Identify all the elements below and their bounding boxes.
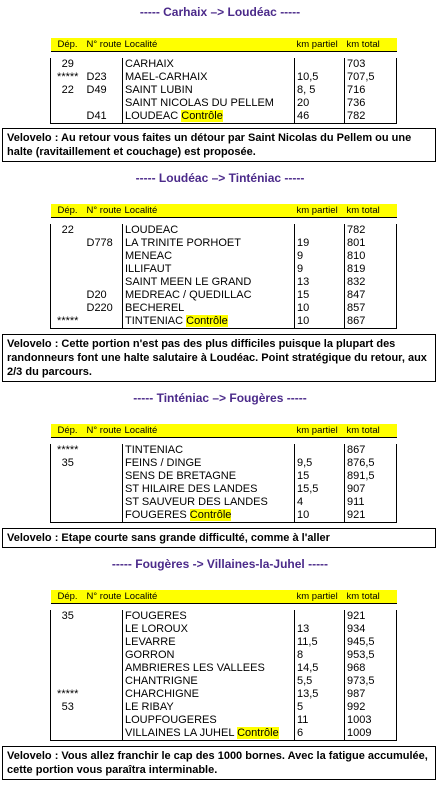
cell-km-partiel: 10: [295, 302, 345, 315]
route-table: [50, 424, 397, 523]
cell-km-total: 703: [345, 58, 397, 71]
cell-localite: [123, 509, 295, 523]
cell-localite: SAINT LUBIN: [123, 84, 295, 97]
table-row: [51, 58, 397, 71]
cell-localite: SENS DE BRETAGNE: [123, 470, 295, 483]
cell-km-partiel: 19: [295, 237, 345, 250]
route-section: [0, 390, 440, 523]
table-row: [51, 84, 397, 97]
cell-km-partiel: 13: [295, 623, 345, 636]
cell-localite: MENEAC: [123, 250, 295, 263]
table-row: [51, 483, 397, 496]
cell-km-partiel: 13,5: [295, 688, 345, 701]
cell-dep: [51, 250, 85, 263]
header-route: N° route: [86, 591, 122, 602]
cell-dep: *****: [51, 444, 85, 457]
localite-name: LOUDEAC: [125, 110, 179, 122]
table-row: [51, 509, 397, 523]
table-row: [51, 662, 397, 675]
cell-dep: 35: [51, 457, 85, 470]
cell-dep: [51, 623, 85, 636]
cell-km-partiel: 13: [295, 276, 345, 289]
cell-km-partiel: [295, 610, 345, 623]
cell-dep: [51, 302, 85, 315]
cell-dep: [51, 675, 85, 688]
cell-route: [85, 714, 123, 727]
cell-localite: GORRON: [123, 649, 295, 662]
cell-localite: CARHAIX: [123, 58, 295, 71]
cell-localite: SAINT MEEN LE GRAND: [123, 276, 295, 289]
cell-km-total: 911: [345, 496, 397, 509]
control-badge: Contrôle: [189, 509, 232, 521]
header-km-total: km total: [345, 424, 397, 438]
cell-dep: [51, 276, 85, 289]
cell-route: [85, 688, 123, 701]
cell-localite: MEDREAC / QUEDILLAC: [123, 289, 295, 302]
table-row: [51, 276, 397, 289]
cell-dep: 22: [51, 84, 85, 97]
header-row: [51, 204, 397, 218]
cell-dep: 29: [51, 58, 85, 71]
cell-km-total: 973,5: [345, 675, 397, 688]
cell-route: [85, 701, 123, 714]
table-row: [51, 714, 397, 727]
cell-km-total: 832: [345, 276, 397, 289]
cell-km-partiel: [295, 224, 345, 237]
cell-dep: 53: [51, 701, 85, 714]
table-row: [51, 302, 397, 315]
cell-dep: [51, 727, 85, 741]
header-dep: Dép.: [51, 38, 85, 52]
table-row: [51, 623, 397, 636]
cell-dep: *****: [51, 688, 85, 701]
cell-km-total: 891,5: [345, 470, 397, 483]
cell-route: [85, 315, 123, 329]
table-row: [51, 250, 397, 263]
cell-km-partiel: 11,5: [295, 636, 345, 649]
cell-localite: MAEL-CARHAIX: [123, 71, 295, 84]
cell-km-total: 810: [345, 250, 397, 263]
title-spacer: [0, 406, 440, 424]
cell-km-total: 953,5: [345, 649, 397, 662]
cell-dep: [51, 509, 85, 523]
cell-localite: LA TRINITE PORHOET: [123, 237, 295, 250]
cell-km-total: 934: [345, 623, 397, 636]
cell-localite: [123, 110, 295, 124]
cell-route: [85, 727, 123, 741]
cell-dep: 35: [51, 610, 85, 623]
cell-km-partiel: 11: [295, 714, 345, 727]
cell-route: [85, 610, 123, 623]
cell-localite: CHANTRIGNE: [123, 675, 295, 688]
table-row: [51, 315, 397, 329]
cell-dep: [51, 263, 85, 276]
cell-localite: LEVARRE: [123, 636, 295, 649]
header-dep: Dép.: [51, 204, 85, 218]
cell-km-total: 782: [345, 224, 397, 237]
cell-km-partiel: 15: [295, 289, 345, 302]
cell-dep: *****: [51, 71, 85, 84]
cell-km-partiel: 20: [295, 97, 345, 110]
route-table: [50, 204, 397, 329]
cell-km-partiel: 46: [295, 110, 345, 124]
header-row: [51, 424, 397, 438]
cell-route: [85, 496, 123, 509]
cell-dep: [51, 662, 85, 675]
cell-localite: SAINT NICOLAS DU PELLEM: [123, 97, 295, 110]
cell-dep: [51, 470, 85, 483]
localite-name: TINTENIAC: [125, 315, 184, 327]
cell-km-total: 801: [345, 237, 397, 250]
table-row: [51, 71, 397, 84]
cell-km-total: 992: [345, 701, 397, 714]
cell-localite: LE RIBAY: [123, 701, 295, 714]
cell-km-total: 876,5: [345, 457, 397, 470]
cell-km-total: 847: [345, 289, 397, 302]
cell-km-partiel: 14,5: [295, 662, 345, 675]
cell-route: [85, 276, 123, 289]
cell-route: D23: [86, 71, 107, 83]
cell-dep: *****: [51, 315, 85, 329]
cell-route: [85, 649, 123, 662]
cell-km-total: 707,5: [345, 71, 397, 84]
header-km-partiel: km partiel: [295, 590, 345, 604]
cell-km-total: 782: [345, 110, 397, 124]
section-title: ----- Carhaix –> Loudéac -----: [139, 5, 301, 19]
velovelo-note: Velovelo : Cette portion n'est pas des plus difficiles puisque la plupart des randonneurs font une halte salutaire à Loudéac. Point stratégique du retour, aux 2/3 du parcours.: [2, 334, 436, 382]
cell-km-partiel: [295, 444, 345, 457]
route-section: [0, 556, 440, 741]
cell-km-total: 921: [345, 610, 397, 623]
cell-localite: TINTENIAC: [123, 444, 295, 457]
table-row: [51, 289, 397, 302]
cell-km-partiel: 15: [295, 470, 345, 483]
header-km-total: km total: [345, 204, 397, 218]
cell-dep: [51, 636, 85, 649]
cell-dep: [51, 483, 85, 496]
section-title: ----- Loudéac –> Tinténiac -----: [135, 171, 305, 185]
table-row: [51, 727, 397, 741]
cell-km-partiel: 5: [295, 701, 345, 714]
velovelo-note: Velovelo : Vous allez franchir le cap des 1000 bornes. Avec la fatigue accumulée, cette portion vous paraîtra interminable.: [2, 746, 436, 780]
header-row: [51, 38, 397, 52]
cell-route: [85, 224, 123, 237]
table-row: [51, 237, 397, 250]
cell-localite: LE LOROUX: [123, 623, 295, 636]
section-title: ----- Fougères -> Villaines-la-Juhel -----: [111, 557, 329, 571]
title-spacer: [0, 572, 440, 590]
table-row: [51, 649, 397, 662]
header-localite: Localité: [123, 590, 295, 604]
cell-localite: CHARCHIGNE: [123, 688, 295, 701]
cell-dep: [51, 110, 85, 124]
cell-km-partiel: 10,5: [295, 71, 345, 84]
cell-km-partiel: 10: [295, 509, 345, 523]
cell-localite: FOUGERES: [123, 610, 295, 623]
table-row: [51, 110, 397, 124]
table-row: [51, 636, 397, 649]
header-dep: Dép.: [51, 590, 85, 604]
control-badge: Contrôle: [237, 727, 279, 739]
cell-km-total: 987: [345, 688, 397, 701]
cell-route: [85, 457, 123, 470]
cell-route: [85, 623, 123, 636]
route-section: [0, 170, 440, 329]
cell-localite: LOUDEAC: [123, 224, 295, 237]
header-km-partiel: km partiel: [295, 424, 345, 438]
route-table: [50, 38, 397, 124]
cell-route: D49: [86, 84, 107, 96]
header-localite: Localité: [123, 38, 295, 52]
table-row: [51, 470, 397, 483]
header-dep: Dép.: [51, 424, 85, 438]
cell-route: D20: [86, 289, 107, 301]
cell-localite: [123, 727, 295, 741]
table-row: [51, 701, 397, 714]
cell-route: [85, 58, 123, 71]
header-km-total: km total: [345, 590, 397, 604]
cell-km-total: 968: [345, 662, 397, 675]
cell-km-total: 1009: [345, 727, 397, 741]
header-km-partiel: km partiel: [295, 204, 345, 218]
cell-km-partiel: 15,5: [295, 483, 345, 496]
table-row: [51, 496, 397, 509]
header-km-total: km total: [345, 38, 397, 52]
velovelo-note: Velovelo : Etape courte sans grande difficulté, comme à l'aller: [2, 528, 436, 548]
cell-dep: [51, 714, 85, 727]
cell-route: [85, 483, 123, 496]
cell-dep: [51, 97, 85, 110]
cell-km-partiel: 9: [295, 250, 345, 263]
cell-dep: 22: [51, 224, 85, 237]
cell-km-total: 716: [345, 84, 397, 97]
cell-km-total: 907: [345, 483, 397, 496]
header-route: N° route: [86, 425, 122, 436]
cell-route: D220: [86, 302, 113, 314]
table-row: [51, 97, 397, 110]
cell-route: [85, 97, 123, 110]
cell-km-total: 819: [345, 263, 397, 276]
cell-km-partiel: 9,5: [295, 457, 345, 470]
title-spacer: [0, 186, 440, 204]
cell-route: [85, 444, 123, 457]
header-localite: Localité: [123, 204, 295, 218]
cell-route: [85, 662, 123, 675]
table-row: [51, 224, 397, 237]
cell-km-total: 736: [345, 97, 397, 110]
velovelo-note: Velovelo : Au retour vous faites un détour par Saint Nicolas du Pellem ou une halte (ravitaillement et couchage) est proposée.: [2, 128, 436, 162]
header-route: N° route: [86, 39, 122, 50]
cell-localite: ST HILAIRE DES LANDES: [123, 483, 295, 496]
route-table: [50, 590, 397, 741]
cell-route: [85, 470, 123, 483]
cell-dep: [51, 289, 85, 302]
cell-dep: [51, 237, 85, 250]
header-localite: Localité: [123, 424, 295, 438]
title-spacer: [0, 20, 440, 38]
cell-route: [85, 675, 123, 688]
cell-km-total: 867: [345, 444, 397, 457]
cell-km-partiel: 9: [295, 263, 345, 276]
route-section: [0, 4, 440, 124]
cell-dep: [51, 649, 85, 662]
cell-localite: LOUPFOUGERES: [123, 714, 295, 727]
section-title: ----- Tinténiac –> Fougères -----: [133, 391, 307, 405]
cell-km-partiel: 10: [295, 315, 345, 329]
cell-km-total: 857: [345, 302, 397, 315]
cell-route: D778: [86, 237, 113, 249]
cell-route: D41: [85, 110, 123, 124]
table-row: [51, 457, 397, 470]
table-row: [51, 610, 397, 623]
cell-km-total: 867: [345, 315, 397, 329]
table-row: [51, 688, 397, 701]
cell-localite: ILLIFAUT: [123, 263, 295, 276]
header-km-partiel: km partiel: [295, 38, 345, 52]
cell-km-partiel: 5,5: [295, 675, 345, 688]
cell-localite: ST SAUVEUR DES LANDES: [123, 496, 295, 509]
cell-localite: AMBRIERES LES VALLEES: [123, 662, 295, 675]
cell-route: [85, 263, 123, 276]
cell-route: [85, 250, 123, 263]
control-badge: Contrôle: [181, 110, 223, 122]
cell-km-partiel: 8, 5: [295, 84, 345, 97]
cell-localite: BECHEREL: [123, 302, 295, 315]
localite-name: FOUGERES: [125, 509, 187, 521]
cell-dep: [51, 496, 85, 509]
table-row: [51, 444, 397, 457]
header-row: [51, 590, 397, 604]
cell-km-partiel: 6: [295, 727, 345, 741]
cell-km-total: 1003: [345, 714, 397, 727]
cell-km-total: 921: [345, 509, 397, 523]
header-route: N° route: [86, 205, 122, 216]
control-badge: Contrôle: [186, 315, 228, 327]
cell-localite: [123, 315, 295, 329]
table-row: [51, 675, 397, 688]
cell-km-partiel: 8: [295, 649, 345, 662]
cell-km-total: 945,5: [345, 636, 397, 649]
table-row: [51, 263, 397, 276]
cell-route: [85, 636, 123, 649]
cell-localite: FEINS / DINGE: [123, 457, 295, 470]
cell-km-partiel: 4: [295, 496, 345, 509]
cell-route: [85, 509, 123, 523]
cell-km-partiel: [295, 58, 345, 71]
localite-name: VILLAINES LA JUHEL: [125, 727, 235, 739]
